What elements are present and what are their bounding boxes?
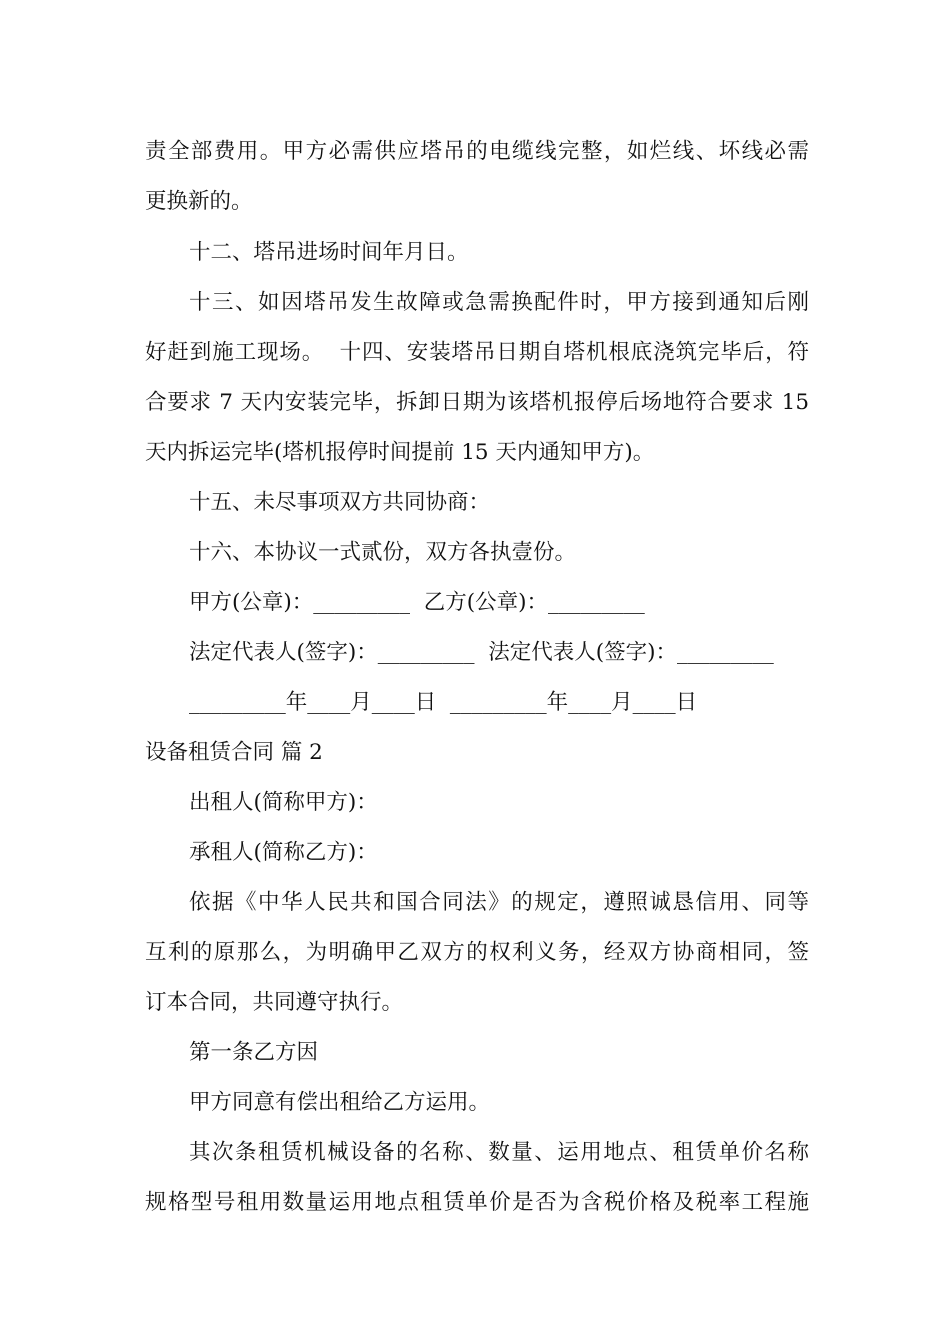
text-line: 规格型号租用数量运用地点租赁单价是否为含税价格及税率工程施 xyxy=(145,1190,809,1215)
date-line: _________年____月____日 _________年____月____日 xyxy=(189,690,698,715)
text-line: 甲方同意有偿出租给乙方运用。 xyxy=(189,1090,491,1115)
lessee-line: 承租人(简称乙方)： xyxy=(189,840,378,865)
text-line: 订本合同，共同遵守执行。 xyxy=(145,990,404,1015)
text-line: 互利的原那么，为明确甲乙双方的权利义务，经双方协商相同，签 xyxy=(145,940,809,965)
section-heading: 设备租赁合同 篇 2 xyxy=(145,740,323,765)
clause-12: 十二、塔吊进场时间年月日。 xyxy=(189,240,469,265)
article-1: 第一条乙方因 xyxy=(189,1040,319,1065)
lessor-line: 出租人(简称甲方)： xyxy=(189,790,378,815)
text-line: 好赶到施工现场。 十四、安装塔吊日期自塔机根底浇筑完毕后，符 xyxy=(145,340,809,365)
text-line: 合要求 7 天内安装完毕，拆卸日期为该塔机报停后场地符合要求 15 xyxy=(145,390,809,415)
text-line: 更换新的。 xyxy=(145,189,253,214)
clause-15: 十五、未尽事项双方共同协商： xyxy=(189,490,491,515)
party-seal-line: 甲方(公章)：_________ 乙方(公章)：_________ xyxy=(189,590,645,615)
preamble-line: 依据《中华人民共和国合同法》的规定，遵照诚恳信用、同等 xyxy=(189,890,809,915)
article-2: 其次条租赁机械设备的名称、数量、运用地点、租赁单价名称 xyxy=(189,1140,809,1165)
text-line: 天内拆运完毕(塔机报停时间提前 15 天内通知甲方)。 xyxy=(145,440,655,465)
clause-16: 十六、本协议一式贰份，双方各执壹份。 xyxy=(189,540,577,565)
clause-13: 十三、如因塔吊发生故障或急需换配件时，甲方接到通知后刚 xyxy=(189,290,809,315)
text-line: 责全部费用。甲方必需供应塔吊的电缆线完整，如烂线、坏线必需 xyxy=(145,139,809,164)
representative-signature-line: 法定代表人(签字)：_________ 法定代表人(签字)：_________ xyxy=(189,640,774,665)
